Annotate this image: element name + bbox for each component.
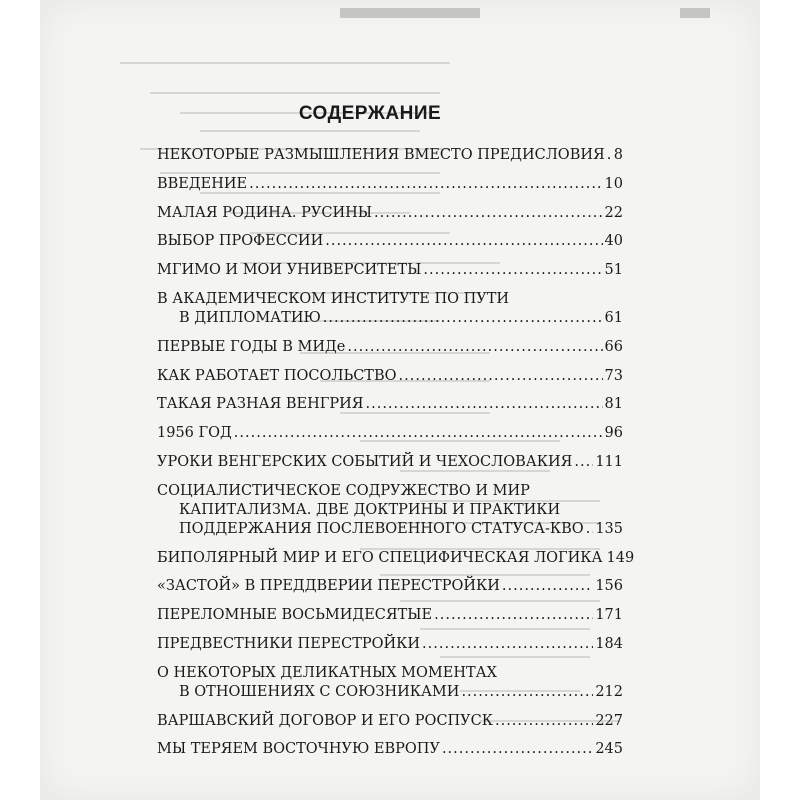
leader-dots [323, 309, 603, 328]
toc-entry [157, 367, 623, 386]
toc-entry [157, 606, 623, 625]
toc-entry [157, 261, 623, 280]
toc-entry-title-line: НЕКОТОРЫЕ РАЗМЫШЛЕНИЯ ВМЕСТО ПРЕДИСЛОВИЯ [157, 147, 605, 163]
toc-entry-title-line: В ОТНОШЕНИЯХ С СОЮЗНИКАМИ [179, 683, 460, 700]
toc-entry-title-line: КАК РАБОТАЕТ ПОСОЛЬСТВО [157, 367, 397, 384]
leader-dots [461, 683, 593, 702]
toc-entry-title-line: О НЕКОТОРЫХ ДЕЛИКАТНЫХ МОМЕНТАХ [157, 664, 497, 681]
toc-entry-page-number: 212 [595, 683, 623, 700]
toc-entry [157, 549, 635, 568]
leader-dots [325, 232, 602, 251]
toc-entry-title-line: ВВЕДЕНИЕ [157, 175, 248, 192]
toc-entry-title-line: В АКАДЕМИЧЕСКОМ ИНСТИТУТЕ ПО ПУТИ [157, 290, 510, 307]
toc-entry-page-number: 156 [595, 578, 623, 595]
toc-entry-page-number: 8 [613, 147, 623, 163]
toc-entry [157, 204, 623, 223]
toc-entry-page-number: 171 [595, 607, 623, 624]
toc-entry-page-number: 51 [604, 262, 623, 279]
toc-entry [157, 175, 623, 194]
toc-entry-page-number: 245 [595, 741, 623, 758]
toc-entry-page-number: 135 [595, 520, 623, 537]
toc-entry-title-line: ПРЕДВЕСТНИКИ ПЕРЕСТРОЙКИ [157, 635, 421, 652]
toc-entry-title-line: МГИМО И МОИ УНИВЕРСИТЕТЫ [157, 262, 422, 279]
toc-entry-page-number: 81 [604, 396, 623, 413]
leader-dots [366, 395, 603, 414]
toc-entry-title-line: ВАРШАВСКИЙ ДОГОВОР И ЕГО РОСПУСК [157, 712, 493, 729]
toc-entry-page-number: 96 [604, 425, 623, 442]
toc-entry-title-line: СОЦИАЛИСТИЧЕСКОЕ СОДРУЖЕСТВО И МИР [157, 482, 530, 499]
toc-entry [157, 740, 623, 759]
table-of-contents [157, 146, 635, 769]
toc-entry-page-number: 10 [604, 175, 623, 192]
toc-entry [157, 453, 623, 472]
toc-entry-title-line: В ДИПЛОМАТИЮ [179, 309, 321, 326]
leader-dots [434, 606, 593, 625]
toc-entry-title-line: МАЛАЯ РОДИНА. РУСИНЫ [157, 204, 373, 221]
leader-dots [574, 453, 593, 472]
toc-entry-page-number: 40 [604, 233, 623, 250]
leader-dots [347, 338, 602, 357]
toc-entry-page-number: 111 [595, 453, 623, 470]
toc-entry [157, 664, 623, 702]
toc-entry-page-number: 227 [595, 712, 623, 729]
toc-entry-page-number: 73 [604, 367, 623, 384]
toc-entry-title-line: КАПИТАЛИЗМА. ДВЕ ДОКТРИНЫ И ПРАКТИКИ [179, 501, 561, 518]
leader-dots [249, 175, 602, 194]
toc-entry-title-line: «ЗАСТОЙ» В ПРЕДДВЕРИИ ПЕРЕСТРОЙКИ [157, 578, 500, 595]
toc-entry [157, 712, 623, 731]
leader-dots [234, 424, 603, 443]
toc-entry-title-line: ТАКАЯ РАЗНАЯ ВЕНГРИЯ [157, 396, 364, 413]
toc-entry [157, 577, 623, 596]
toc-entry [157, 424, 623, 443]
toc-entry-title-line: УРОКИ ВЕНГЕРСКИХ СОБЫТИЙ И ЧЕХОСЛОВАКИЯ [157, 453, 573, 470]
toc-entry [157, 482, 623, 539]
toc-entry [157, 395, 623, 414]
leader-dots [586, 520, 594, 539]
toc-entry-title-line: МЫ ТЕРЯЕМ ВОСТОЧНУЮ ЕВРОПУ [157, 741, 440, 758]
leader-dots [495, 712, 593, 731]
toc-entry-page-number: 149 [606, 549, 635, 566]
toc-entry-page-number: 22 [604, 204, 623, 221]
toc-entry-title-line: 1956 ГОД [157, 425, 232, 442]
toc-title: СОДЕРЖАНИЕ [298, 103, 442, 124]
leader-dots [442, 740, 593, 759]
toc-entry-title-line: ПЕРЕЛОМНЫЕ ВОСЬМИДЕСЯТЫЕ [157, 607, 433, 624]
toc-entry-page-number: 61 [604, 309, 623, 326]
toc-entry [157, 338, 623, 357]
toc-entry [157, 232, 623, 251]
leader-dots [423, 261, 602, 280]
leader-dots [502, 577, 593, 596]
toc-entry-page-number: 66 [604, 338, 623, 355]
leader-dots [607, 146, 612, 165]
toc-entry [157, 635, 623, 654]
toc-entry [157, 290, 623, 328]
leader-dots [422, 635, 593, 654]
toc-entry-title-line: БИПОЛЯРНЫЙ МИР И ЕГО СПЕЦИФИЧЕСКАЯ ЛОГИКА [157, 549, 603, 566]
toc-entry-page-number: 184 [595, 635, 623, 652]
toc-entry-title-line: ПОДДЕРЖАНИЯ ПОСЛЕВОЕННОГО СТАТУСА-КВО [179, 520, 584, 537]
toc-entry [157, 146, 623, 165]
toc-entry-title-line: ВЫБОР ПРОФЕССИИ [157, 233, 324, 250]
leader-dots [374, 204, 603, 223]
toc-entry-title-line: ПЕРВЫЕ ГОДЫ В МИДе [157, 338, 346, 355]
leader-dots [399, 367, 603, 386]
